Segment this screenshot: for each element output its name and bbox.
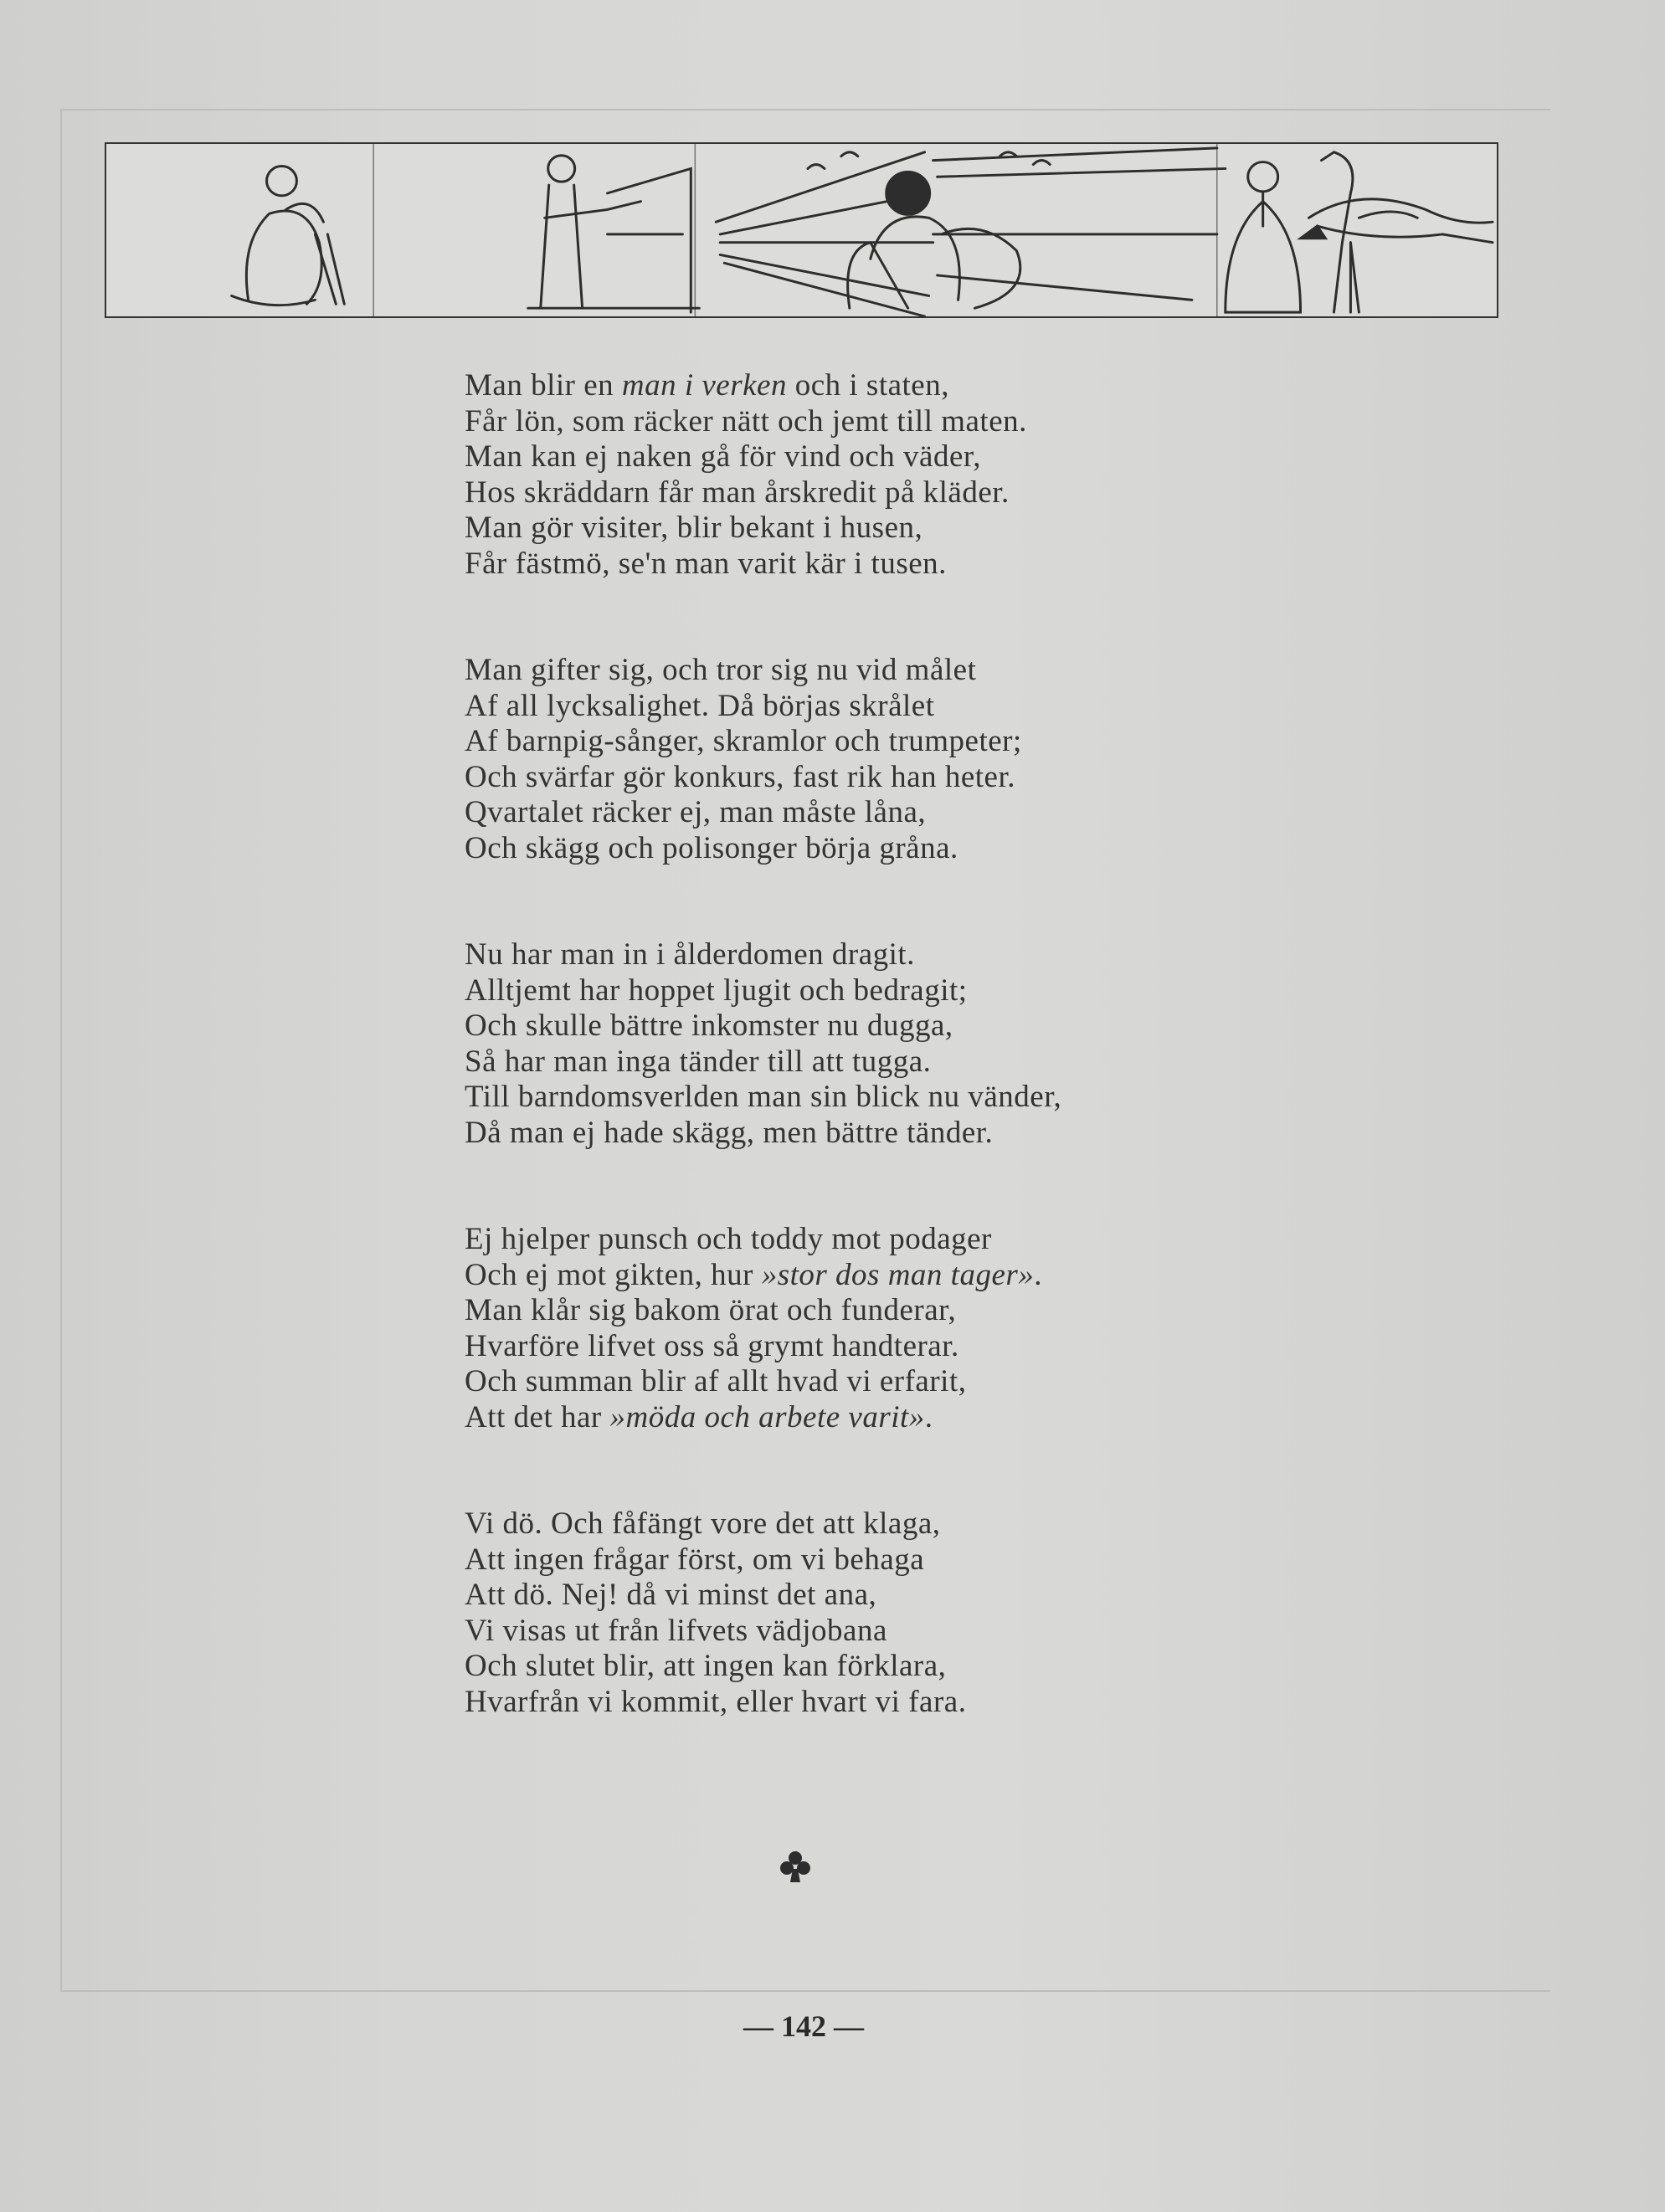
poem-line-text: Af barnpig-sånger, skramlor och trumpeter; (465, 724, 1022, 758)
poem-line-text: . (924, 1399, 933, 1434)
poem-line (465, 404, 1185, 440)
poem-line-text: Ej hjelper punsch och toddy mot podager (465, 1222, 992, 1256)
club-ornament-icon (774, 1845, 816, 1887)
poem-line (465, 1364, 1185, 1400)
poem-line (465, 689, 1185, 725)
poem-line-text: Och summan blir af allt hvad vi erfarit, (465, 1364, 967, 1399)
poem-line-text: Får fästmö, se'n man varit kär i tusen. (465, 546, 947, 581)
poem-line (465, 937, 1185, 973)
poem-line-text: . (1034, 1257, 1043, 1292)
couple-scene-figure (716, 148, 1226, 316)
poem-line (465, 439, 1185, 475)
poem-line (465, 1614, 1185, 1650)
poem-line (465, 547, 1185, 583)
poem-line-text: Qvartalet räcker ej, man måste låna, (465, 795, 927, 829)
poem-line-text: Man gifter sig, och tror sig nu vid målet (465, 653, 977, 687)
page-number: — 142 — (743, 2009, 864, 2043)
poem-line-text: Och slutet blir, att ingen kan förklara, (465, 1649, 947, 1683)
poem-line-text: Man gör visiter, blir bekant i husen, (465, 511, 923, 545)
poem-line-text: Så har man inga tänder till att tugga. (465, 1044, 932, 1079)
poem-line (465, 1080, 1185, 1116)
reclining-figure (1301, 199, 1493, 312)
poem-line (465, 511, 1185, 547)
poem-line-text: Och ej mot gikten, hur (465, 1257, 762, 1292)
poem-line-text: Man klår sig bakom örat och funderar, (465, 1293, 957, 1327)
poem-line-text: Att det har (465, 1399, 610, 1434)
poem-line-text: Och skägg och polisonger börja gråna. (465, 830, 958, 865)
mother-child-figure (232, 166, 345, 305)
stanza (465, 937, 1185, 1151)
poem-line-text: Då man ej hade skägg, men bättre tänder. (465, 1115, 994, 1150)
poem-line (465, 795, 1185, 831)
stanza (465, 1222, 1185, 1435)
poem-line-text: och i staten, (786, 368, 949, 403)
poem-line-text: Vi visas ut från lifvets vädjobana (465, 1613, 887, 1648)
poem-line (465, 1008, 1185, 1044)
poem-line (465, 1258, 1185, 1294)
poem-line-text: Af all lycksalighet. Då börjas skrålet (465, 688, 935, 723)
poem-line-text: Får lön, som räcker nätt och jemt till maten. (465, 403, 1027, 439)
stanza (465, 1506, 1185, 1720)
poem-line (465, 1293, 1185, 1329)
poem-line (465, 1578, 1185, 1614)
poem-line-italic: »möda och arbete varit» (609, 1399, 925, 1434)
poem-line (465, 1685, 1185, 1721)
poem-line (465, 1400, 1185, 1436)
poem-line (465, 724, 1185, 760)
poem-line (465, 1044, 1185, 1080)
stanza (465, 653, 1185, 866)
stanza (465, 368, 1185, 582)
poem-line-italic: man i verken (621, 368, 787, 403)
poem-line-text: Till barndomsverlden man sin blick nu vänder, (465, 1080, 1062, 1114)
poem-line-text: Nu har man in i ålderdomen dragit. (465, 937, 915, 972)
poem (465, 368, 1185, 1720)
clerk-at-desk-figure (528, 156, 700, 312)
poem-line-text: Hvarföre lifvet oss så grymt handterar. (465, 1328, 959, 1363)
header-illustration (105, 142, 1498, 318)
poem-line-text: Och skulle bättre inkomster nu dugga, (465, 1008, 953, 1043)
poem-line (465, 653, 1185, 689)
poem-line-italic: »stor dos man tager» (761, 1257, 1035, 1292)
poem-line (465, 368, 1185, 404)
poem-line (465, 760, 1185, 796)
poem-line (465, 1542, 1185, 1578)
poem-line-text: Man blir en (465, 368, 622, 403)
poem-line (465, 1116, 1185, 1152)
poem-line (465, 1649, 1185, 1685)
poem-line (465, 831, 1185, 867)
poem-line-text: Hvarfrån vi kommit, eller hvart vi fara. (465, 1684, 967, 1719)
poem-line (465, 1506, 1185, 1542)
poem-line (465, 475, 1185, 511)
poem-line (465, 973, 1185, 1009)
poem-line (465, 1222, 1185, 1258)
poem-line-text: Man kan ej naken gå för vind och väder, (465, 439, 981, 474)
poem-line-text: Vi dö. Och fåfängt vore det att klaga, (465, 1506, 941, 1541)
poem-line-text: Hos skräddarn får man årskredit på kläder. (465, 475, 1010, 510)
poem-line-text: Att dö. Nej! då vi minst det ana, (465, 1578, 877, 1612)
poem-line-text: Och svärfar gör konkurs, fast rik han heter. (465, 759, 1015, 794)
poem-line-text: Alltjemt har hoppet ljugit och bedragit; (465, 973, 968, 1008)
poem-line-text: Att ingen frågar först, om vi behaga (465, 1542, 925, 1577)
poem-line (465, 1329, 1185, 1365)
